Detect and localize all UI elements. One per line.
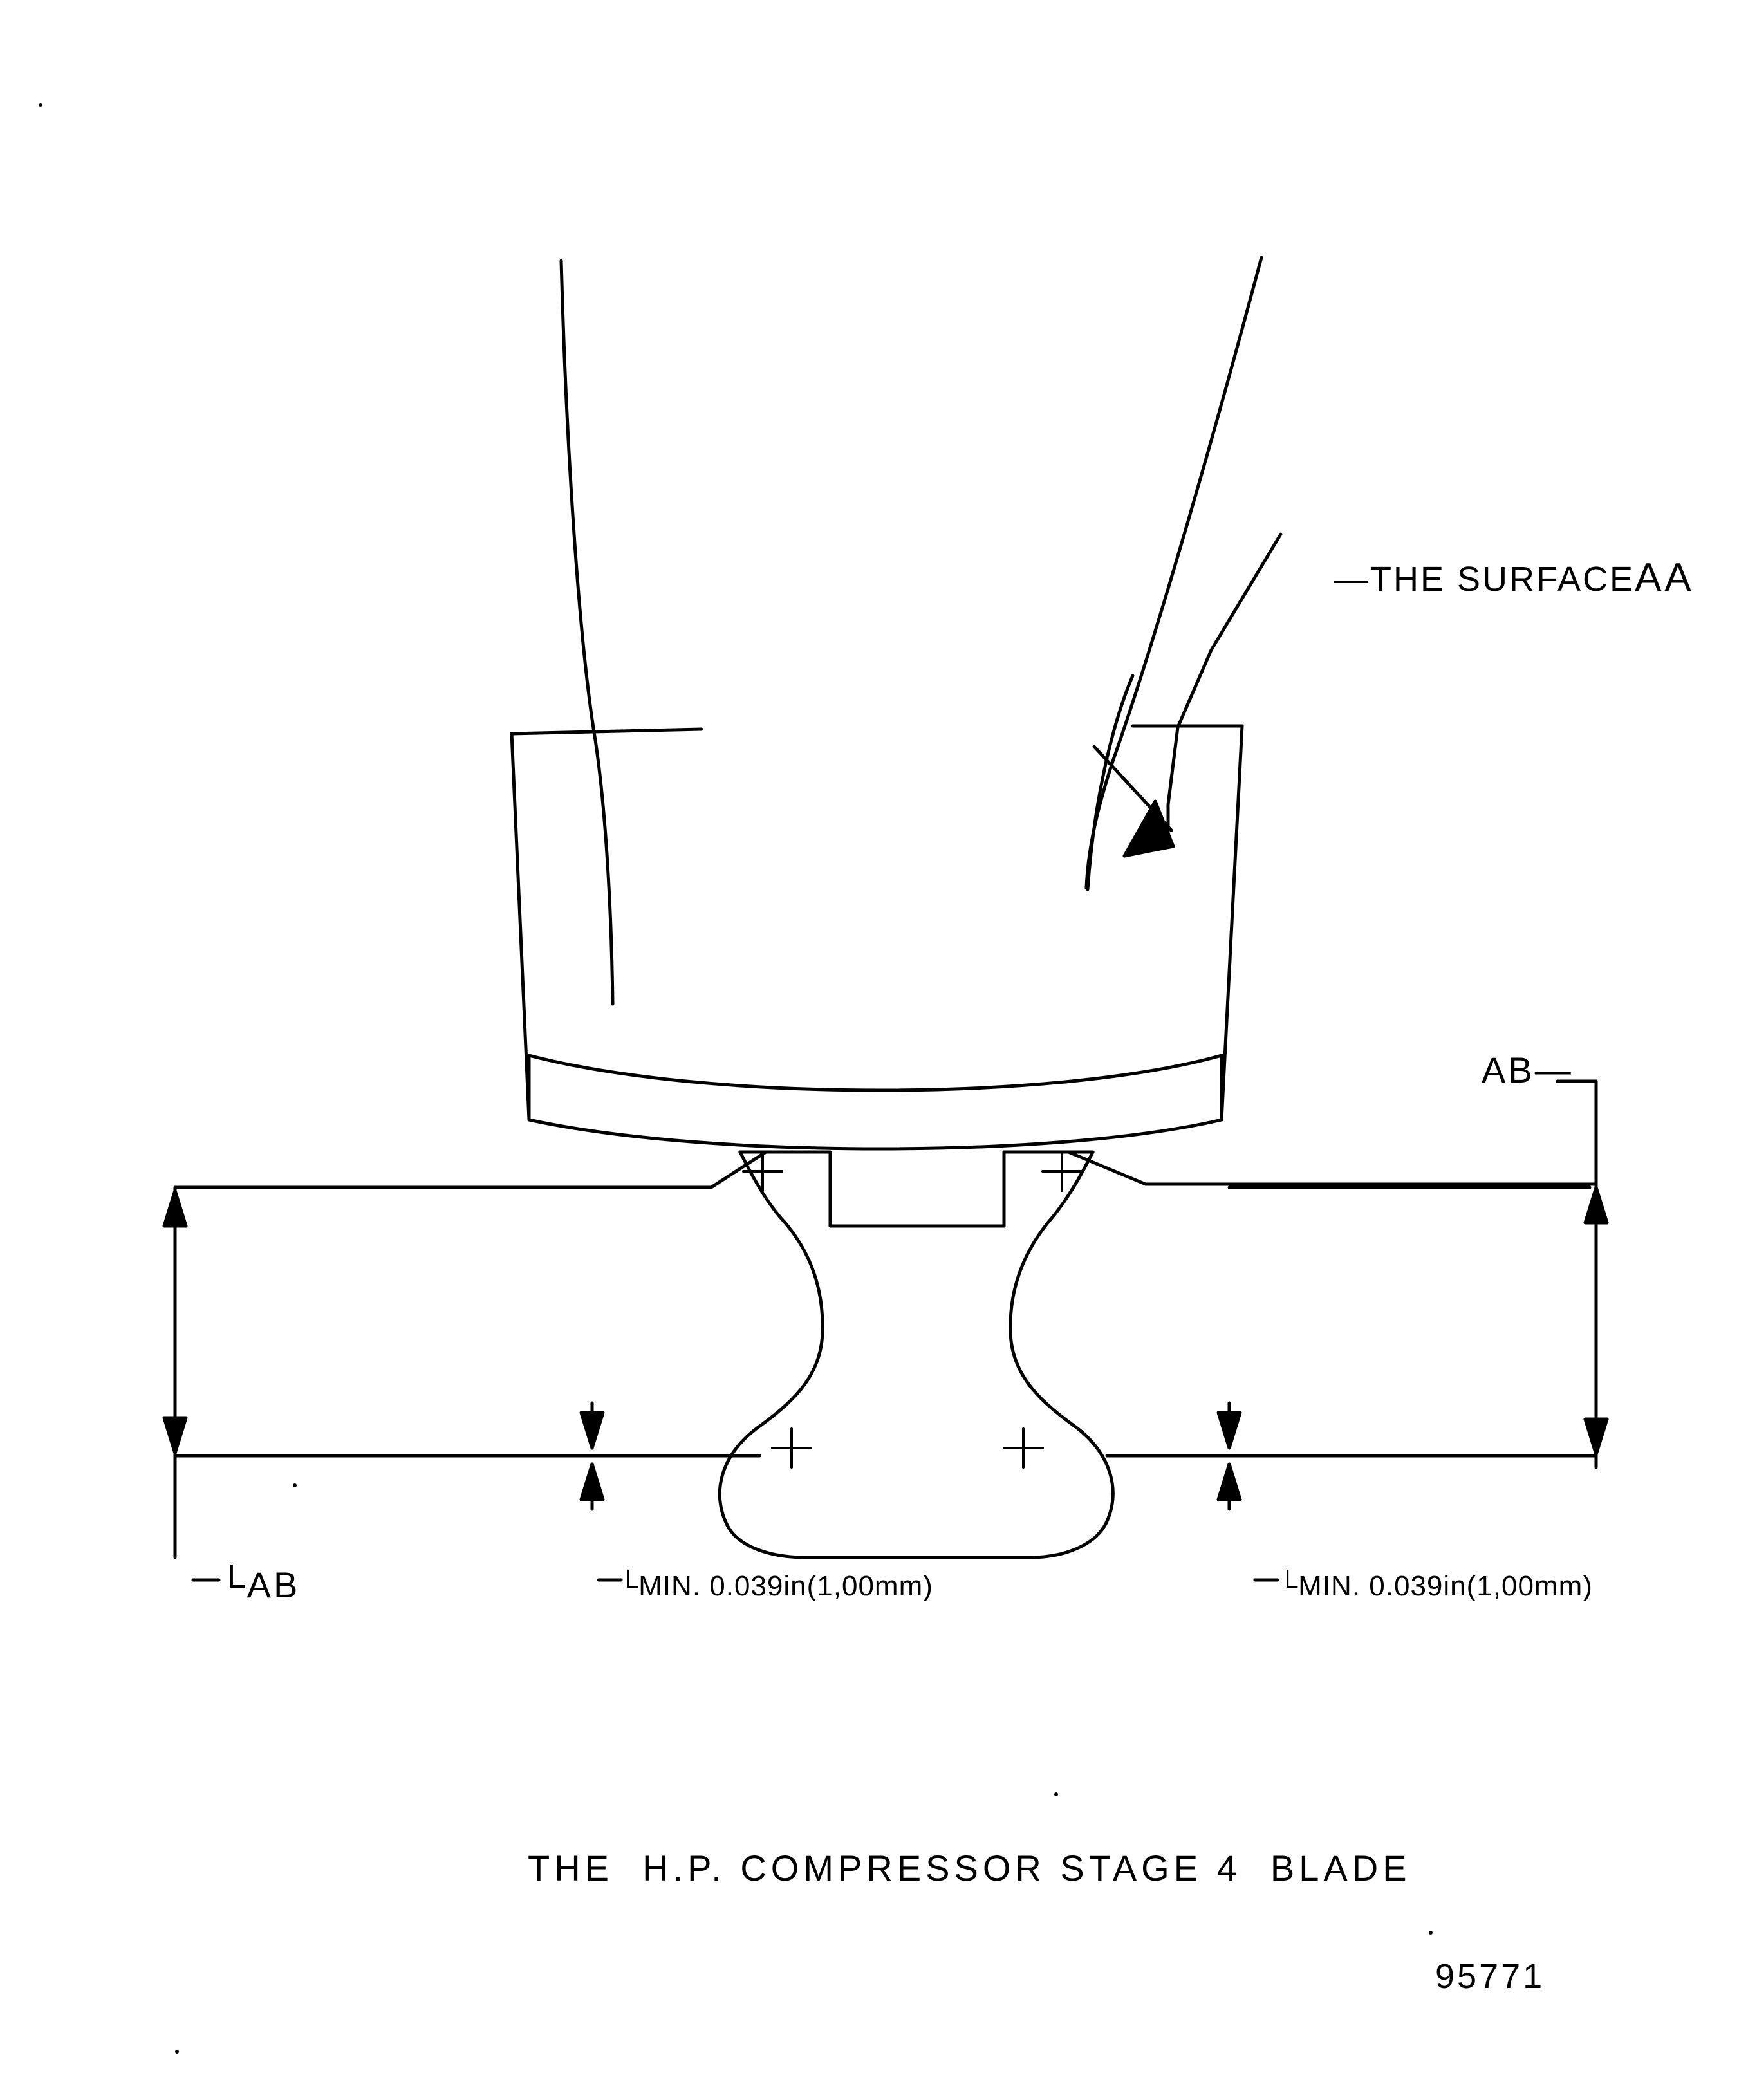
datum-ab-left — [164, 1187, 759, 1580]
min-dimension-left — [581, 1403, 759, 1580]
dovetail-root — [720, 1152, 1113, 1557]
root-fillet-leaders — [711, 1152, 1146, 1187]
min-dimension-right-label: └MIN. 0.039in(1,00mm) — [1278, 1570, 1593, 1602]
min-dimension-right — [1107, 1403, 1278, 1580]
datum-ab-right — [1107, 1081, 1607, 1467]
surface-aa-datum: AA — [1635, 555, 1695, 600]
drawing-number: 95771 — [1435, 1957, 1545, 1996]
scan-artifact-dot — [39, 103, 42, 107]
centre-marks — [743, 1152, 1081, 1467]
min-dimension-left-label: └MIN. 0.039in(1,00mm) — [618, 1570, 933, 1602]
datum-ab-left-label: └AB — [219, 1565, 301, 1605]
surface-aa-text: —THE SURFACE — [1334, 560, 1635, 599]
drawing-title: THE H.P. COMPRESSOR STAGE 4 BLADE — [528, 1848, 1411, 1888]
scan-artifact-dot — [1054, 1792, 1058, 1796]
datum-ab-right-label: AB— — [1482, 1050, 1574, 1090]
scan-artifact-dot — [1429, 1931, 1433, 1935]
surface-aa-leader — [1094, 534, 1281, 856]
scan-artifact-dot — [293, 1483, 297, 1487]
scan-artifact-dot — [175, 2050, 179, 2054]
surface-aa-label — [1287, 515, 1695, 640]
airfoil-outline — [561, 257, 1261, 1004]
